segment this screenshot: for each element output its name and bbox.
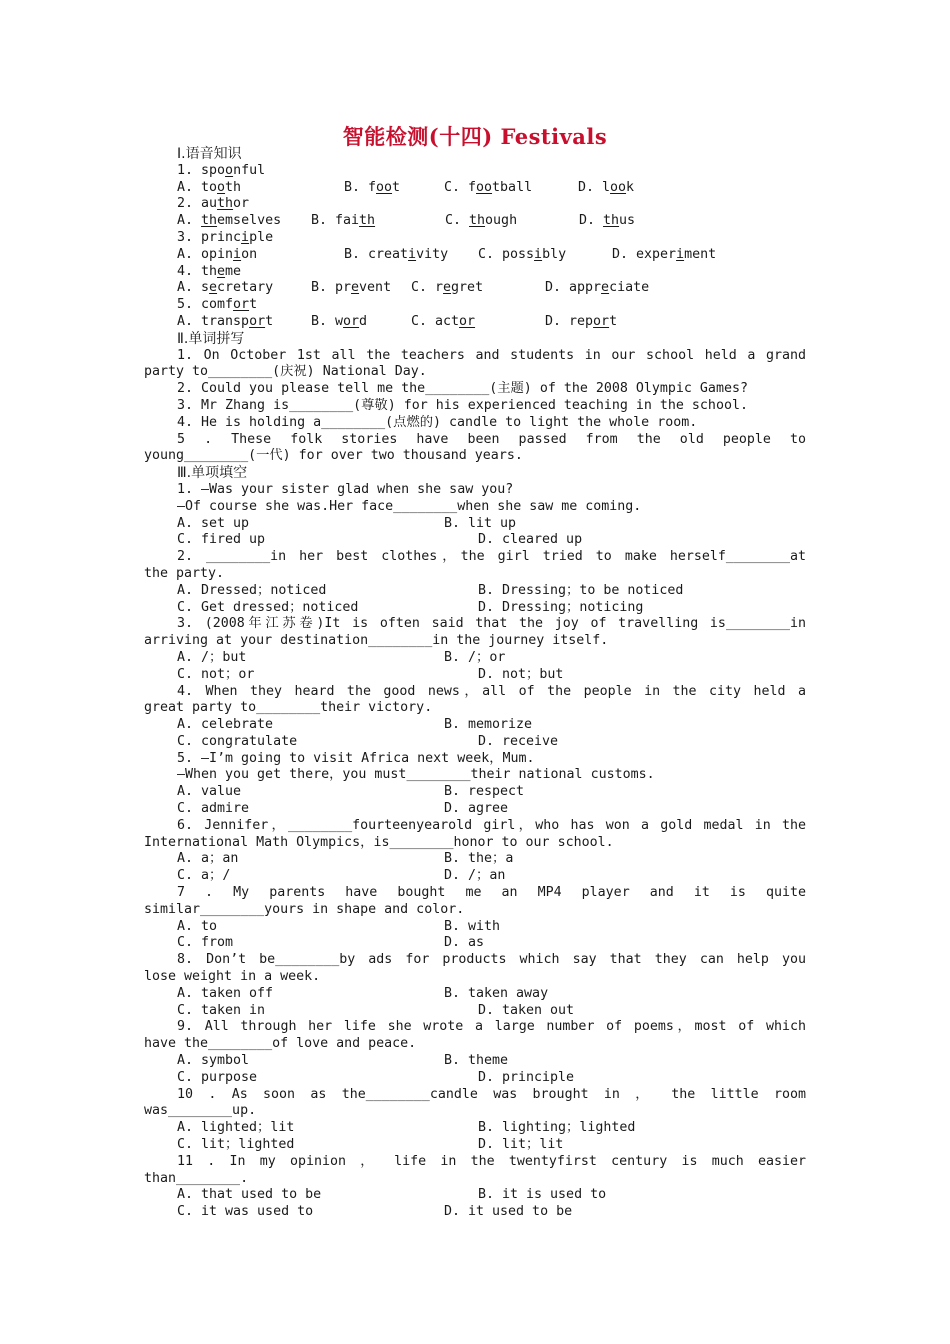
s3-q3-stem-1: 3. (2008年江苏卷)It is often said that the joy of travelling is________in bbox=[177, 616, 806, 632]
option-b: B. lit up bbox=[444, 515, 517, 531]
option-a: A. symbol bbox=[177, 1053, 250, 1069]
s3-q3-stem-2: arriving at your destination________in the journey itself. bbox=[144, 633, 609, 649]
s3-q1-stem-1: 1. —Was your sister glad when she saw you? bbox=[177, 481, 514, 497]
option-b: B. it is used to bbox=[478, 1187, 607, 1203]
option-b: B. faith bbox=[311, 213, 376, 229]
s3-q5-options-cd bbox=[144, 801, 806, 818]
option-a: A. to bbox=[177, 918, 218, 934]
worksheet bbox=[144, 146, 806, 1221]
option-a: A. a；an bbox=[177, 851, 239, 867]
section-1-heading: Ⅰ.语音知识 bbox=[177, 146, 242, 162]
s1-q2-options bbox=[144, 213, 806, 230]
option-b: B. prevent bbox=[311, 280, 392, 296]
option-d: D. thus bbox=[579, 213, 636, 229]
s3-q6-options-cd bbox=[144, 868, 806, 885]
option-c: C. lit；lighted bbox=[177, 1137, 295, 1153]
s3-q10-options-ab bbox=[144, 1120, 806, 1137]
s3-q10-stem-1: 10 . As soon as the________candle was brought in ， the little room bbox=[177, 1086, 806, 1102]
s3-q10-stem-2: was________up. bbox=[144, 1103, 257, 1119]
s3-q1-options-cd bbox=[144, 532, 806, 549]
option-a: A. celebrate bbox=[177, 717, 274, 733]
option-d: D. report bbox=[545, 313, 618, 329]
option-c: C. a；/ bbox=[177, 868, 231, 884]
option-d: D. experiment bbox=[612, 246, 717, 262]
s3-q3-options-ab bbox=[144, 650, 806, 667]
s1-q3-options bbox=[144, 247, 806, 264]
s3-q2-stem-2: the party. bbox=[144, 565, 225, 581]
option-b: B. memorize bbox=[444, 717, 533, 733]
option-c: C. admire bbox=[177, 801, 250, 817]
s2-q1-line1: 1. On October 1st all the teachers and students in our school held a grand bbox=[177, 347, 806, 363]
s3-q8-options-cd bbox=[144, 1003, 806, 1020]
s3-q2-options-ab bbox=[144, 583, 806, 600]
option-a: A. Dressed；noticed bbox=[177, 582, 327, 598]
option-a: A. that used to be bbox=[177, 1187, 322, 1203]
option-a: A. tooth bbox=[177, 179, 242, 195]
s1-q1-stem: 1. spoonful bbox=[177, 162, 266, 178]
option-a: A. /；but bbox=[177, 649, 247, 665]
option-c: C. though bbox=[445, 213, 518, 229]
s3-q7-options-ab bbox=[144, 919, 806, 936]
option-c: C. regret bbox=[411, 280, 484, 296]
option-c: C. actor bbox=[411, 313, 476, 329]
option-c: C. taken in bbox=[177, 1002, 266, 1018]
s3-q4-options-ab bbox=[144, 717, 806, 734]
option-d: D. principle bbox=[478, 1069, 575, 1085]
s2-q5-line2: young________(一代) for over two thousand years. bbox=[144, 448, 523, 464]
s3-q9-stem-1: 9. All through her life she wrote a large number of poems，most of which bbox=[177, 1019, 806, 1035]
option-b: B. /；or bbox=[444, 649, 506, 665]
s3-q8-stem-1: 8. Don’t be________by ads for products which say that they can help you bbox=[177, 952, 806, 968]
s3-q11-stem-1: 11 . In my opinion ， life in the twentyfirst century is much easier bbox=[177, 1153, 806, 1169]
s3-q8-options-ab bbox=[144, 986, 806, 1003]
s2-q5-line1: 5 . These folk stories have been passed from the old people to bbox=[177, 431, 806, 447]
option-d: D. lit；lit bbox=[478, 1137, 564, 1153]
s3-q9-stem-2: have the________of love and peace. bbox=[144, 1036, 417, 1052]
s3-q7-stem-1: 7 . My parents have bought me an MP4 player and it is quite bbox=[177, 885, 806, 901]
s3-q6-stem-1: 6. Jennifer，________fourteenyearold girl，who has won a gold medal in the bbox=[177, 817, 806, 833]
s2-q1-line2: party to________(庆祝) National Day. bbox=[144, 364, 427, 380]
s3-q7-stem-2: similar________yours in shape and color. bbox=[144, 901, 465, 917]
option-c: C. congratulate bbox=[177, 733, 298, 749]
option-b: B. respect bbox=[444, 784, 525, 800]
option-a: A. set up bbox=[177, 515, 250, 531]
s3-q1-options-ab bbox=[144, 516, 806, 533]
option-a: A. secretary bbox=[177, 280, 274, 296]
s3-q6-options-ab bbox=[144, 851, 806, 868]
option-b: B. Dressing；to be noticed bbox=[478, 582, 684, 598]
s3-q5-stem-2: —When you get there，you must________their national customs. bbox=[177, 767, 655, 783]
s3-q11-options-ab bbox=[144, 1187, 806, 1204]
s3-q2-options-cd bbox=[144, 600, 806, 617]
option-c: C. not；or bbox=[177, 666, 255, 682]
option-b: B. theme bbox=[444, 1053, 509, 1069]
s3-q10-options-cd bbox=[144, 1137, 806, 1154]
s3-q3-options-cd bbox=[144, 667, 806, 684]
option-a: A. transport bbox=[177, 313, 274, 329]
option-d: D. it used to be bbox=[444, 1204, 573, 1220]
option-d: D. agree bbox=[444, 801, 509, 817]
option-b: B. taken away bbox=[444, 985, 549, 1001]
section-2-heading: Ⅱ.单词拼写 bbox=[177, 330, 245, 347]
option-a: A. opinion bbox=[177, 246, 258, 262]
s3-q4-stem-2: great party to________their victory. bbox=[144, 700, 433, 716]
option-b: B. word bbox=[311, 313, 368, 329]
option-d: D. receive bbox=[478, 733, 559, 749]
option-d: D. taken out bbox=[478, 1002, 575, 1018]
s1-q4-options bbox=[144, 280, 806, 297]
option-b: B. the；a bbox=[444, 851, 514, 867]
option-b: B. lighting；lighted bbox=[478, 1120, 636, 1136]
option-d: D. not；but bbox=[478, 666, 564, 682]
option-b: B. foot bbox=[344, 179, 401, 195]
option-a: A. taken off bbox=[177, 985, 274, 1001]
s1-q1-options bbox=[144, 180, 806, 197]
option-c: C. from bbox=[177, 935, 234, 951]
section-3-heading: Ⅲ.单项填空 bbox=[177, 465, 248, 482]
s1-q2-stem: 2. author bbox=[177, 196, 250, 212]
s3-q5-options-ab bbox=[144, 784, 806, 801]
s1-q3-stem: 3. principle bbox=[177, 229, 274, 245]
s1-q5-stem: 5. comfort bbox=[177, 297, 258, 313]
option-c: C. it was used to bbox=[177, 1204, 314, 1220]
option-d: D. look bbox=[578, 179, 635, 195]
s3-q4-options-cd bbox=[144, 734, 806, 751]
option-c: C. fired up bbox=[177, 532, 266, 548]
s3-q9-options-cd bbox=[144, 1070, 806, 1087]
option-c: C. purpose bbox=[177, 1069, 258, 1085]
s3-q8-stem-2: lose weight in a week. bbox=[144, 969, 321, 985]
option-c: C. football bbox=[444, 179, 533, 195]
s3-q6-stem-2: International Math Olympics，is________honor to our school. bbox=[144, 834, 614, 850]
s3-q1-stem-2: —Of course she was.Her face________when she saw me coming. bbox=[177, 498, 642, 514]
option-d: D. Dressing；noticing bbox=[478, 599, 644, 615]
option-c: C. Get dressed；noticed bbox=[177, 599, 359, 615]
s3-q5-stem-1: 5. —I’m going to visit Africa next week，Mum. bbox=[177, 750, 535, 766]
option-a: A. lighted；lit bbox=[177, 1120, 295, 1136]
s3-q4-stem-1: 4. When they heard the good news，all of the people in the city held a bbox=[177, 683, 806, 699]
page-title: 智能检测(十四) Festivals bbox=[342, 124, 608, 149]
option-a: A. value bbox=[177, 784, 242, 800]
s3-q11-options-cd bbox=[144, 1204, 806, 1221]
s1-q4-stem: 4. theme bbox=[177, 263, 242, 279]
s3-q11-stem-2: than________. bbox=[144, 1170, 249, 1186]
s1-q5-options bbox=[144, 314, 806, 331]
s3-q9-options-ab bbox=[144, 1053, 806, 1070]
option-d: D. as bbox=[444, 935, 485, 951]
s3-q2-stem-1: 2. ________in her best clothes，the girl tried to make herself________at bbox=[177, 549, 806, 565]
option-d: D. /；an bbox=[444, 868, 506, 884]
option-d: D. cleared up bbox=[478, 532, 583, 548]
s2-q2: 2. Could you please tell me the________(主题) of the 2008 Olympic Games? bbox=[177, 381, 748, 397]
s2-q4: 4. He is holding a________(点燃的) candle to light the whole room. bbox=[177, 414, 698, 430]
s3-q7-options-cd bbox=[144, 935, 806, 952]
option-c: C. possibly bbox=[478, 246, 567, 262]
option-d: D. appreciate bbox=[545, 280, 650, 296]
option-a: A. themselves bbox=[177, 213, 282, 229]
s2-q3: 3. Mr Zhang is________(尊敬) for his experienced teaching in the school. bbox=[177, 397, 748, 413]
option-b: B. with bbox=[444, 918, 501, 934]
option-b: B. creativity bbox=[344, 246, 449, 262]
